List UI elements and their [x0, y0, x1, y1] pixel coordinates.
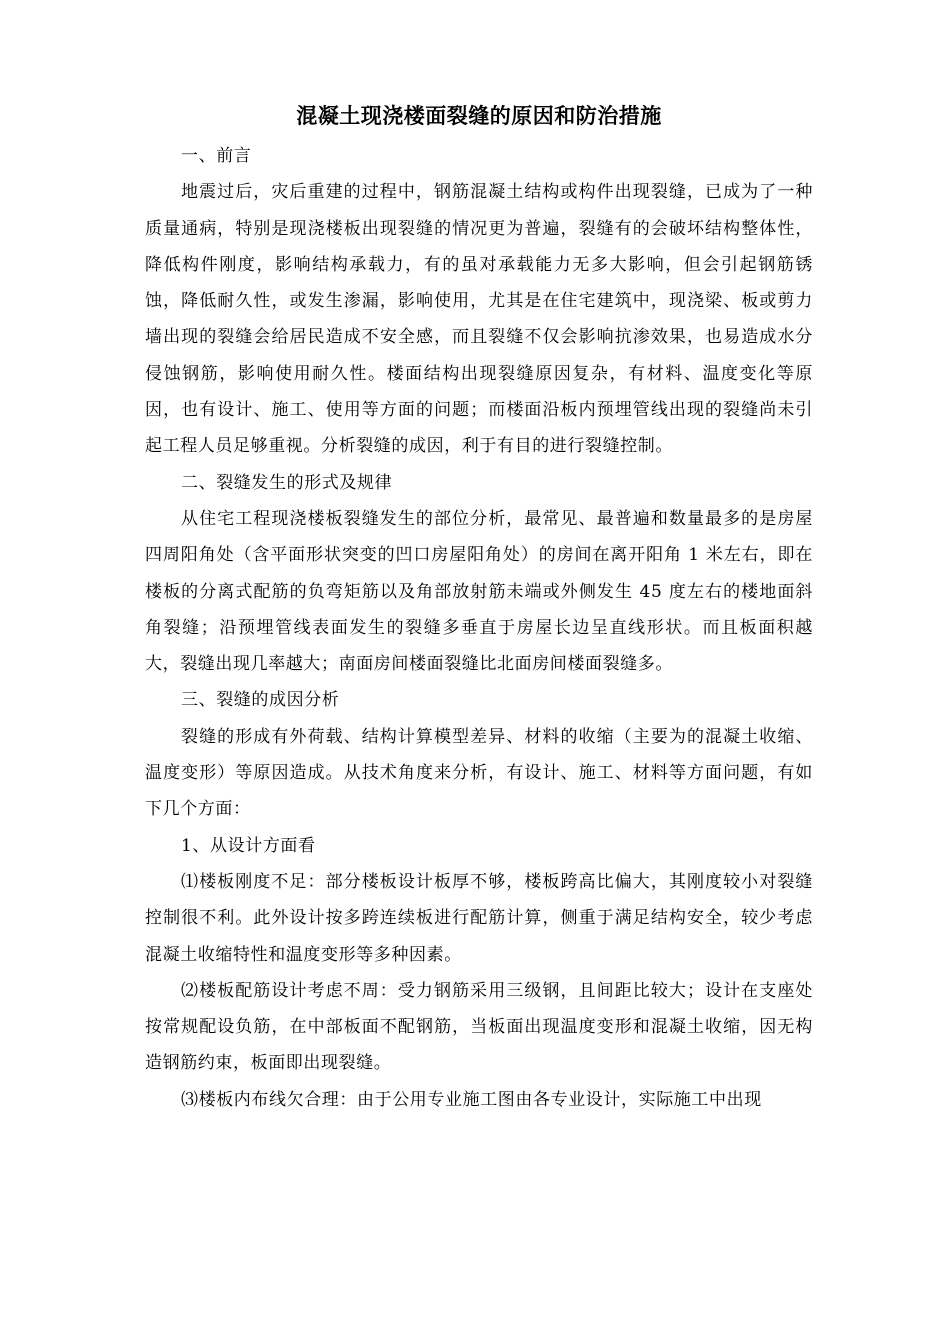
section-heading-cause-analysis: 三、裂缝的成因分析: [181, 690, 340, 711]
list-item-slab-stiffness: ⑴楼板刚度不足：部分楼板设计板厚不够，楼板跨高比偏大，其刚度较小对裂缝控制很不利。此外设计按多跨连续板进行配筋计算，侧重于满足结构安全，较少考虑混凝土收缩特性和温度变形等多种因素。: [145, 871, 813, 965]
section-heading-crack-forms: 二、裂缝发生的形式及规律: [181, 472, 393, 493]
section-heading-preface: 一、前言: [181, 146, 252, 166]
list-item-slab-reinforcement: ⑵楼板配筋设计考虑不周：受力钢筋采用三级钢，且间距比较大；设计在支座处按常规配设负筋，在中部板面不配钢筋，当板面出现温度变形和混凝土收缩，因无构造钢筋约束，板面即出现裂缝。: [145, 980, 813, 1074]
subsection-heading-design: 1、从设计方面看: [181, 835, 316, 856]
list-item-slab-wiring: ⑶楼板内布线欠合理：由于公用专业施工图由各专业设计，实际施工中出现: [181, 1089, 762, 1110]
document-body: [145, 100, 813, 1118]
paragraph-cause-analysis: 裂缝的形成有外荷载、结构计算模型差异、材料的收缩（主要为的混凝土收缩、温度变形）等原因造成。从技术角度来分析，有设计、施工、材料等方面问题，有如下几个方面：: [145, 726, 813, 820]
document-title: 混凝土现浇楼面裂缝的原因和防治措施: [296, 103, 662, 128]
paragraph-crack-forms: 从住宅工程现浇楼板裂缝发生的部位分析，最常见、最普遍和数量最多的是房屋四周阳角处（含平面形状突变的凹口房屋阳角处）的房间在离开阳角 1 米左右，即在楼板的分离式配筋的负弯矩筋以及角部放射筋未端或外侧发生 45 度左右的楼地面斜角裂缝；沿预埋管线表面发生的裂缝多垂直于房屋长边呈直线形状。而且板面积越大，裂缝出现几率越大；南面房间楼面裂缝比北面房间楼面裂缝多。: [145, 508, 813, 675]
paragraph-preface: 地震过后，灾后重建的过程中，钢筋混凝土结构或构件出现裂缝，已成为了一种质量通病，特别是现浇楼板出现裂缝的情况更为普遍，裂缝有的会破坏结构整体性，降低构件刚度，影响结构承载力，有的虽对承载能力无多大影响，但会引起钢筋锈蚀，降低耐久性，或发生渗漏，影响使用，尤其是在住宅建筑中，现浇梁、板或剪力墙出现的裂缝会给居民造成不安全感，而且裂缝不仅会影响抗渗效果，也易造成水分侵蚀钢筋，影响使用耐久性。楼面结构出现裂缝原因复杂，有材料、温度变化等原因，也有设计、施工、使用等方面的问题；而楼面沿板内预埋管线出现的裂缝尚未引起工程人员足够重视。分析裂缝的成因，利于有目的进行裂缝控制。: [145, 182, 813, 457]
